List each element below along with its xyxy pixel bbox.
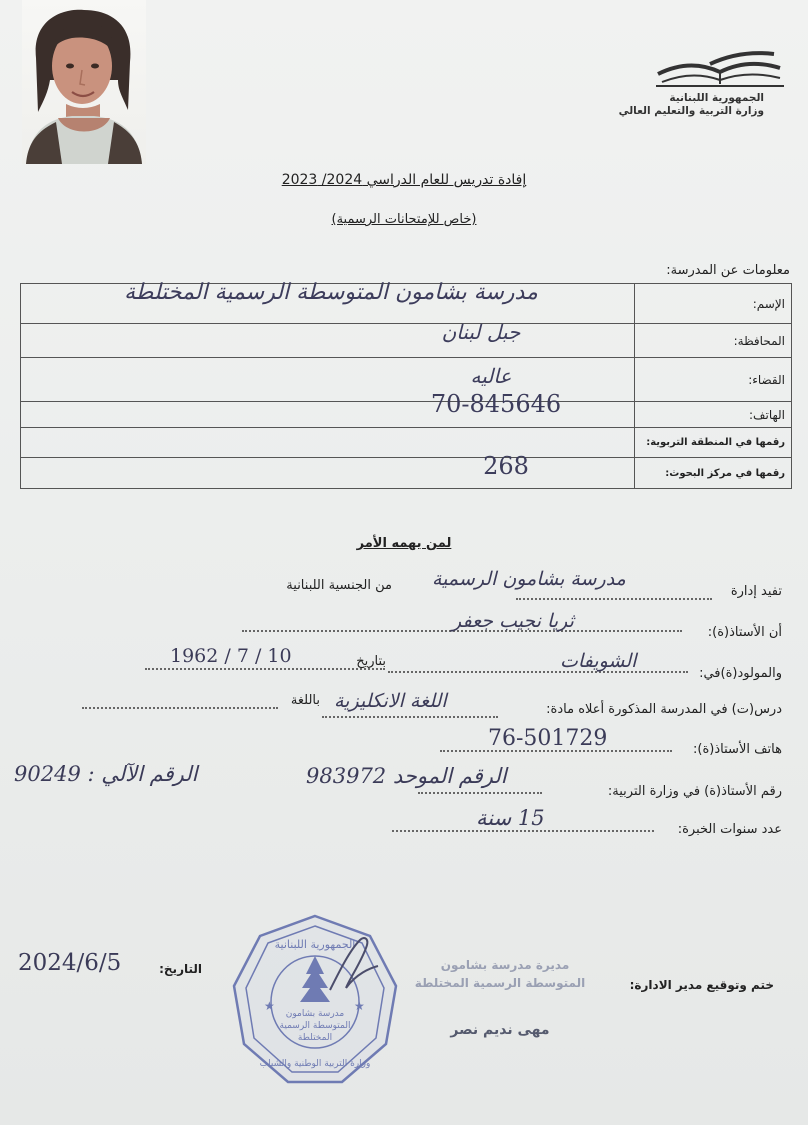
stamp-center-line3: المختلطة xyxy=(297,1033,333,1043)
research-center-number-value-cell xyxy=(21,452,635,489)
research-center-number-label: رقمها في مركز البحوث: xyxy=(635,458,792,489)
stamp-star-left: ★ xyxy=(264,999,275,1013)
dotted-line xyxy=(388,671,688,673)
stamp-center-line2: المتوسطة الرسمية xyxy=(279,1021,351,1031)
dotted-line xyxy=(418,792,542,794)
subject-value: اللغة الانكليزية xyxy=(334,690,447,712)
district-label: القضاء: xyxy=(635,358,792,402)
birthdate-value: 1962 / 7 / 10 xyxy=(170,645,292,667)
document-title: إفادة تدريس للعام الدراسي 2024/ 2023 xyxy=(281,172,527,188)
principal-title-line2: المتوسطة الرسمية المختلطة xyxy=(414,976,586,990)
document-subtitle: (خاص للإمتحانات الرسمية) xyxy=(331,212,477,227)
line-administration-label: تفيد إدارة xyxy=(730,584,782,599)
governorate-label: المحافظة: xyxy=(635,324,792,358)
automatic-number-value: الرقم الآلي : 90249 xyxy=(14,762,198,786)
stamp-top-arc: الجمهورية اللبنانية xyxy=(274,938,356,951)
dotted-line xyxy=(516,598,712,600)
district-value: عاليه xyxy=(470,364,512,388)
date-label: التاريخ: xyxy=(159,962,202,976)
ministry-name: وزارة التربية والتعليم العالي xyxy=(618,105,764,117)
phone-value: 70-845646 xyxy=(430,390,562,418)
administration-value: مدرسة بشامون الرسمية xyxy=(432,568,626,590)
signature-label: ختم وتوقيع مدير الادارة: xyxy=(629,978,774,992)
unified-number-value: الرقم الموحد 983972 xyxy=(306,764,507,788)
language-label: باللغة xyxy=(290,693,320,708)
phone-value-cell xyxy=(21,390,635,428)
teacher-label: أن الأستاذ(ة): xyxy=(707,625,782,640)
regional-number-label: رقمها في المنطقة التربوية: xyxy=(635,428,792,458)
subject-label: درس(ت) في المدرسة المذكورة أعلاه مادة: xyxy=(546,702,782,717)
table-row xyxy=(21,458,792,489)
birthdate-label: بتاريخ xyxy=(356,654,386,669)
dotted-line xyxy=(322,716,498,718)
dotted-line xyxy=(82,707,278,709)
stamp-center-line1: مدرسة بشامون xyxy=(285,1009,345,1019)
school-name-label: الإسم: xyxy=(635,284,792,324)
governorate-value-cell xyxy=(21,320,635,358)
table-row xyxy=(21,402,792,428)
experience-value: 15 سنة xyxy=(476,806,545,830)
principal-signature xyxy=(320,930,390,1000)
stamp-star-right: ★ xyxy=(354,999,365,1013)
dotted-line xyxy=(392,830,654,832)
principal-title-line1: مديرة مدرسة بشامون xyxy=(440,958,570,972)
governorate-value: جبل لبنان xyxy=(441,320,521,344)
date-value: 2024/6/5 xyxy=(18,950,122,976)
school-name-value: مدرسة بشامون المتوسطة الرسمية المختلطة xyxy=(124,280,538,305)
school-name-value-cell xyxy=(21,280,635,324)
teacher-phone-value: 76-501729 xyxy=(488,726,608,751)
republic-name: الجمهورية اللبنانية xyxy=(669,92,764,104)
school-info-table xyxy=(20,280,792,489)
portrait-image xyxy=(22,0,146,164)
experience-label: عدد سنوات الخبرة: xyxy=(677,822,782,837)
table-row xyxy=(21,324,792,358)
research-center-number-value: 268 xyxy=(483,452,529,480)
ministry-header xyxy=(594,92,764,118)
school-info-heading: معلومات عن المدرسة: xyxy=(666,263,790,278)
declaration-heading: لمن يهمه الأمر xyxy=(356,536,452,551)
teacher-name-value: ثريا نجيب جعفر xyxy=(452,610,574,632)
ministry-number-label: رقم الأستاذ(ة) في وزارة التربية: xyxy=(607,784,782,799)
portrait-photo xyxy=(22,0,146,164)
table-row xyxy=(21,284,792,324)
nationality-text: من الجنسية اللبنانية xyxy=(286,578,392,593)
principal-name: مهى نديم نصر xyxy=(450,1022,550,1038)
stamp-bottom-arc: وزارة التربية الوطنية والشباب xyxy=(259,1059,371,1069)
table-row xyxy=(21,428,792,458)
phone-label: الهاتف: xyxy=(635,402,792,428)
birthplace-value: الشويفات xyxy=(560,650,637,672)
dotted-line xyxy=(145,668,385,670)
birthplace-label: والمولود(ة)في: xyxy=(699,666,782,681)
teacher-phone-label: هاتف الأستاذ(ة): xyxy=(693,742,782,757)
